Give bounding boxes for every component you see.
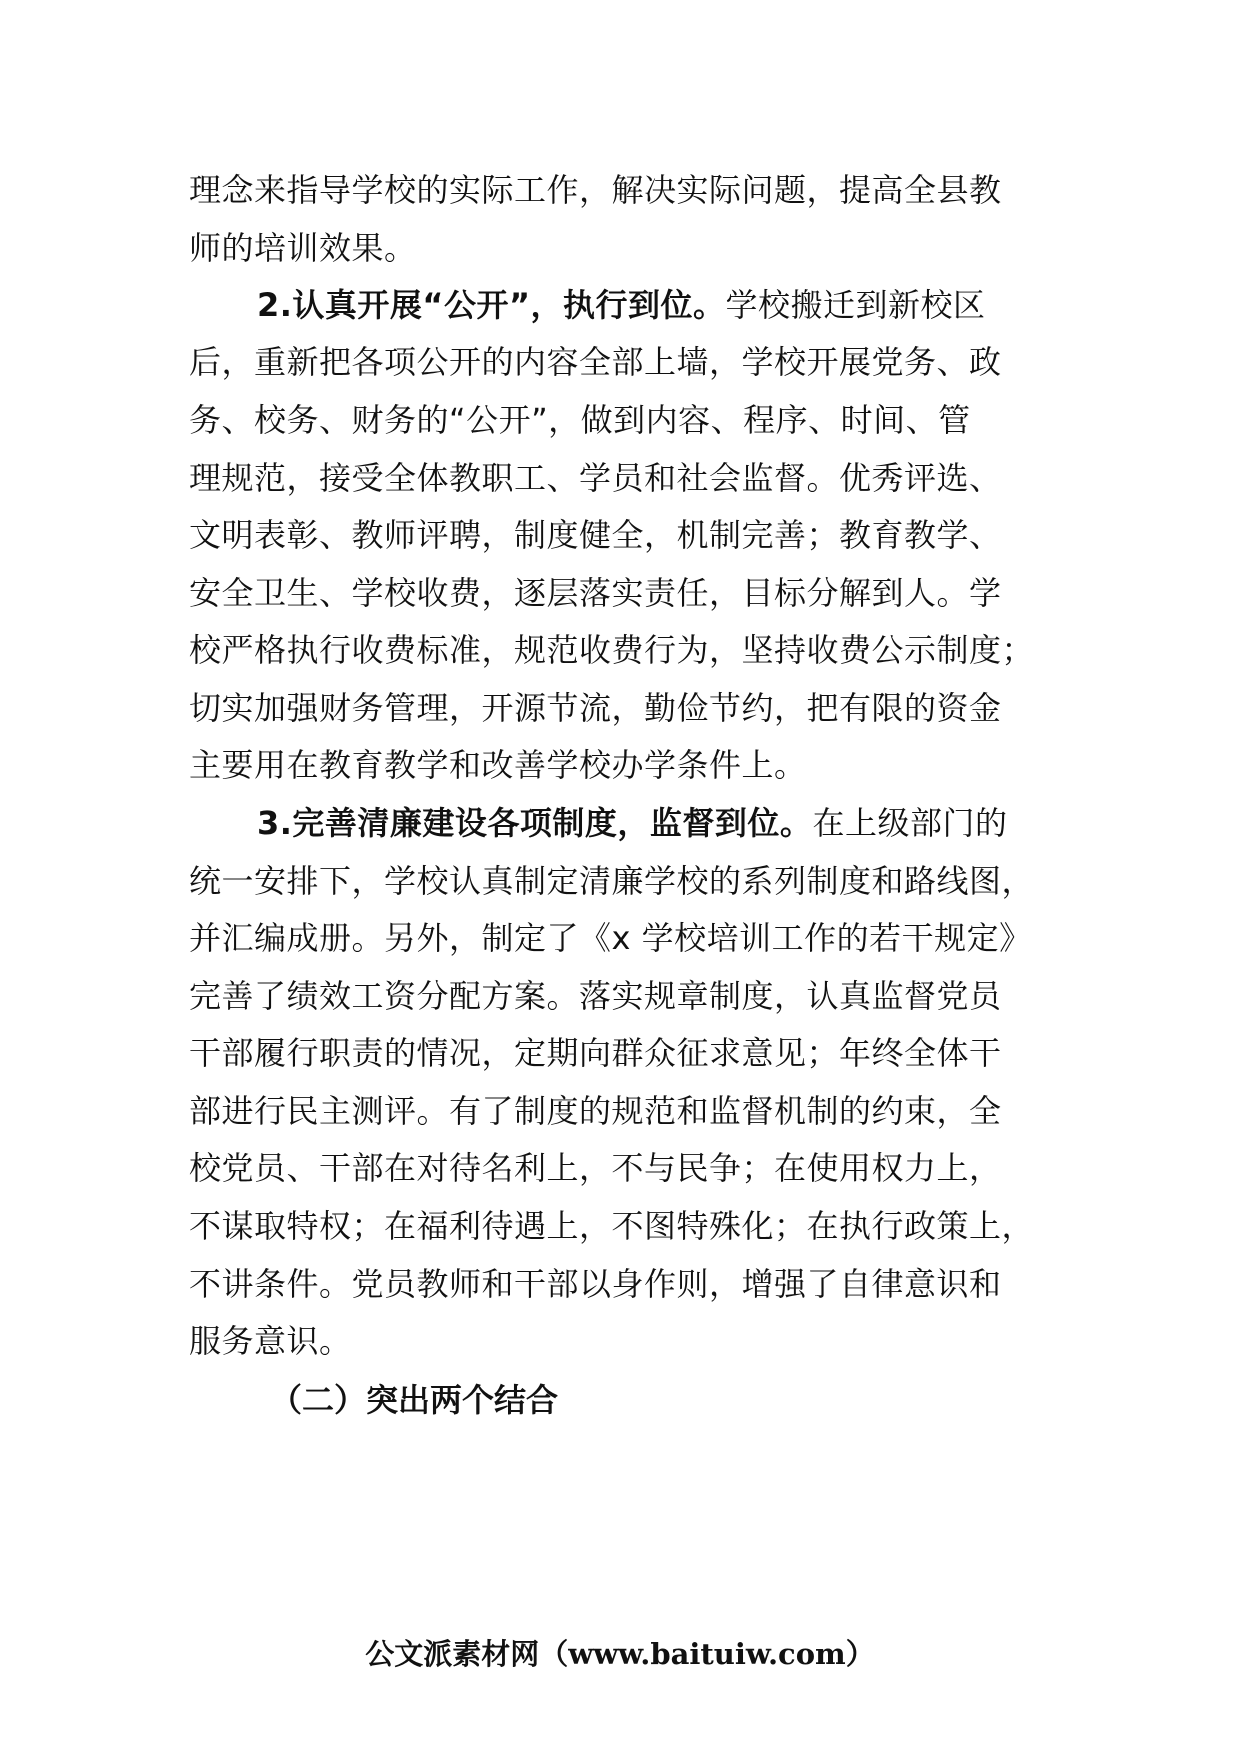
section-3-line: 不谋取特权；在福利待遇上，不图特殊化；在执行政策上， bbox=[189, 1207, 1035, 1245]
paragraph-line-2: 师的培训效果。 bbox=[189, 229, 417, 267]
section-3-line: 干部履行职责的情况，定期向群众征求意见；年终全体干 bbox=[189, 1034, 1002, 1072]
subheading: （二）突出两个结合 bbox=[270, 1381, 559, 1419]
section-3-title: 3.完善清廉建设各项制度，监督到位。 bbox=[257, 804, 813, 842]
section-2-first-line bbox=[257, 285, 986, 325]
section-2-line: 理规范，接受全体教职工、学员和社会监督。优秀评选、 bbox=[189, 459, 1002, 497]
paragraph-line-1: 理念来指导学校的实际工作，解决实际问题，提高全县教 bbox=[189, 171, 1002, 209]
section-2-first-line-text: 学校搬迁到新校区 bbox=[725, 286, 986, 324]
section-2-line: 校严格执行收费标准，规范收费行为，坚持收费公示制度； bbox=[189, 631, 1035, 669]
section-3-line: 校党员、干部在对待名利上，不与民争；在使用权力上， bbox=[189, 1149, 1002, 1187]
section-2-line: 务、校务、财务的“公开”，做到内容、程序、时间、管 bbox=[189, 401, 971, 439]
footer-watermark: 公文派素材网（www.baituiw.com） bbox=[365, 1637, 875, 1671]
section-2-title: 2.认真开展“公开”，执行到位。 bbox=[257, 286, 726, 324]
section-3-line: 服务意识。 bbox=[189, 1322, 352, 1360]
section-3-line: 不讲条件。党员教师和干部以身作则，增强了自律意识和 bbox=[189, 1265, 1002, 1303]
section-3-first-line-text: 在上级部门的 bbox=[812, 804, 1008, 842]
section-3-line: 部进行民主测评。有了制度的规范和监督机制的约束，全 bbox=[189, 1092, 1002, 1130]
section-2-line: 切实加强财务管理，开源节流，勤俭节约，把有限的资金 bbox=[189, 689, 1002, 727]
section-2-line: 主要用在教育教学和改善学校办学条件上。 bbox=[189, 746, 807, 784]
section-2-line: 安全卫生、学校收费，逐层落实责任，目标分解到人。学 bbox=[189, 574, 1002, 612]
section-3-line: 统一安排下，学校认真制定清廉学校的系列制度和路线图， bbox=[189, 862, 1035, 900]
section-3-first-line bbox=[257, 803, 1007, 843]
section-2-line: 后，重新把各项公开的内容全部上墙，学校开展党务、政 bbox=[189, 343, 1002, 381]
section-3-line: 完善了绩效工资分配方案。落实规章制度，认真监督党员 bbox=[189, 977, 1002, 1015]
section-2-line: 文明表彰、教师评聘，制度健全，机制完善；教育教学、 bbox=[189, 516, 1002, 554]
section-3-line: 并汇编成册。另外，制定了《x 学校培训工作的若干规定》 bbox=[189, 919, 1032, 957]
